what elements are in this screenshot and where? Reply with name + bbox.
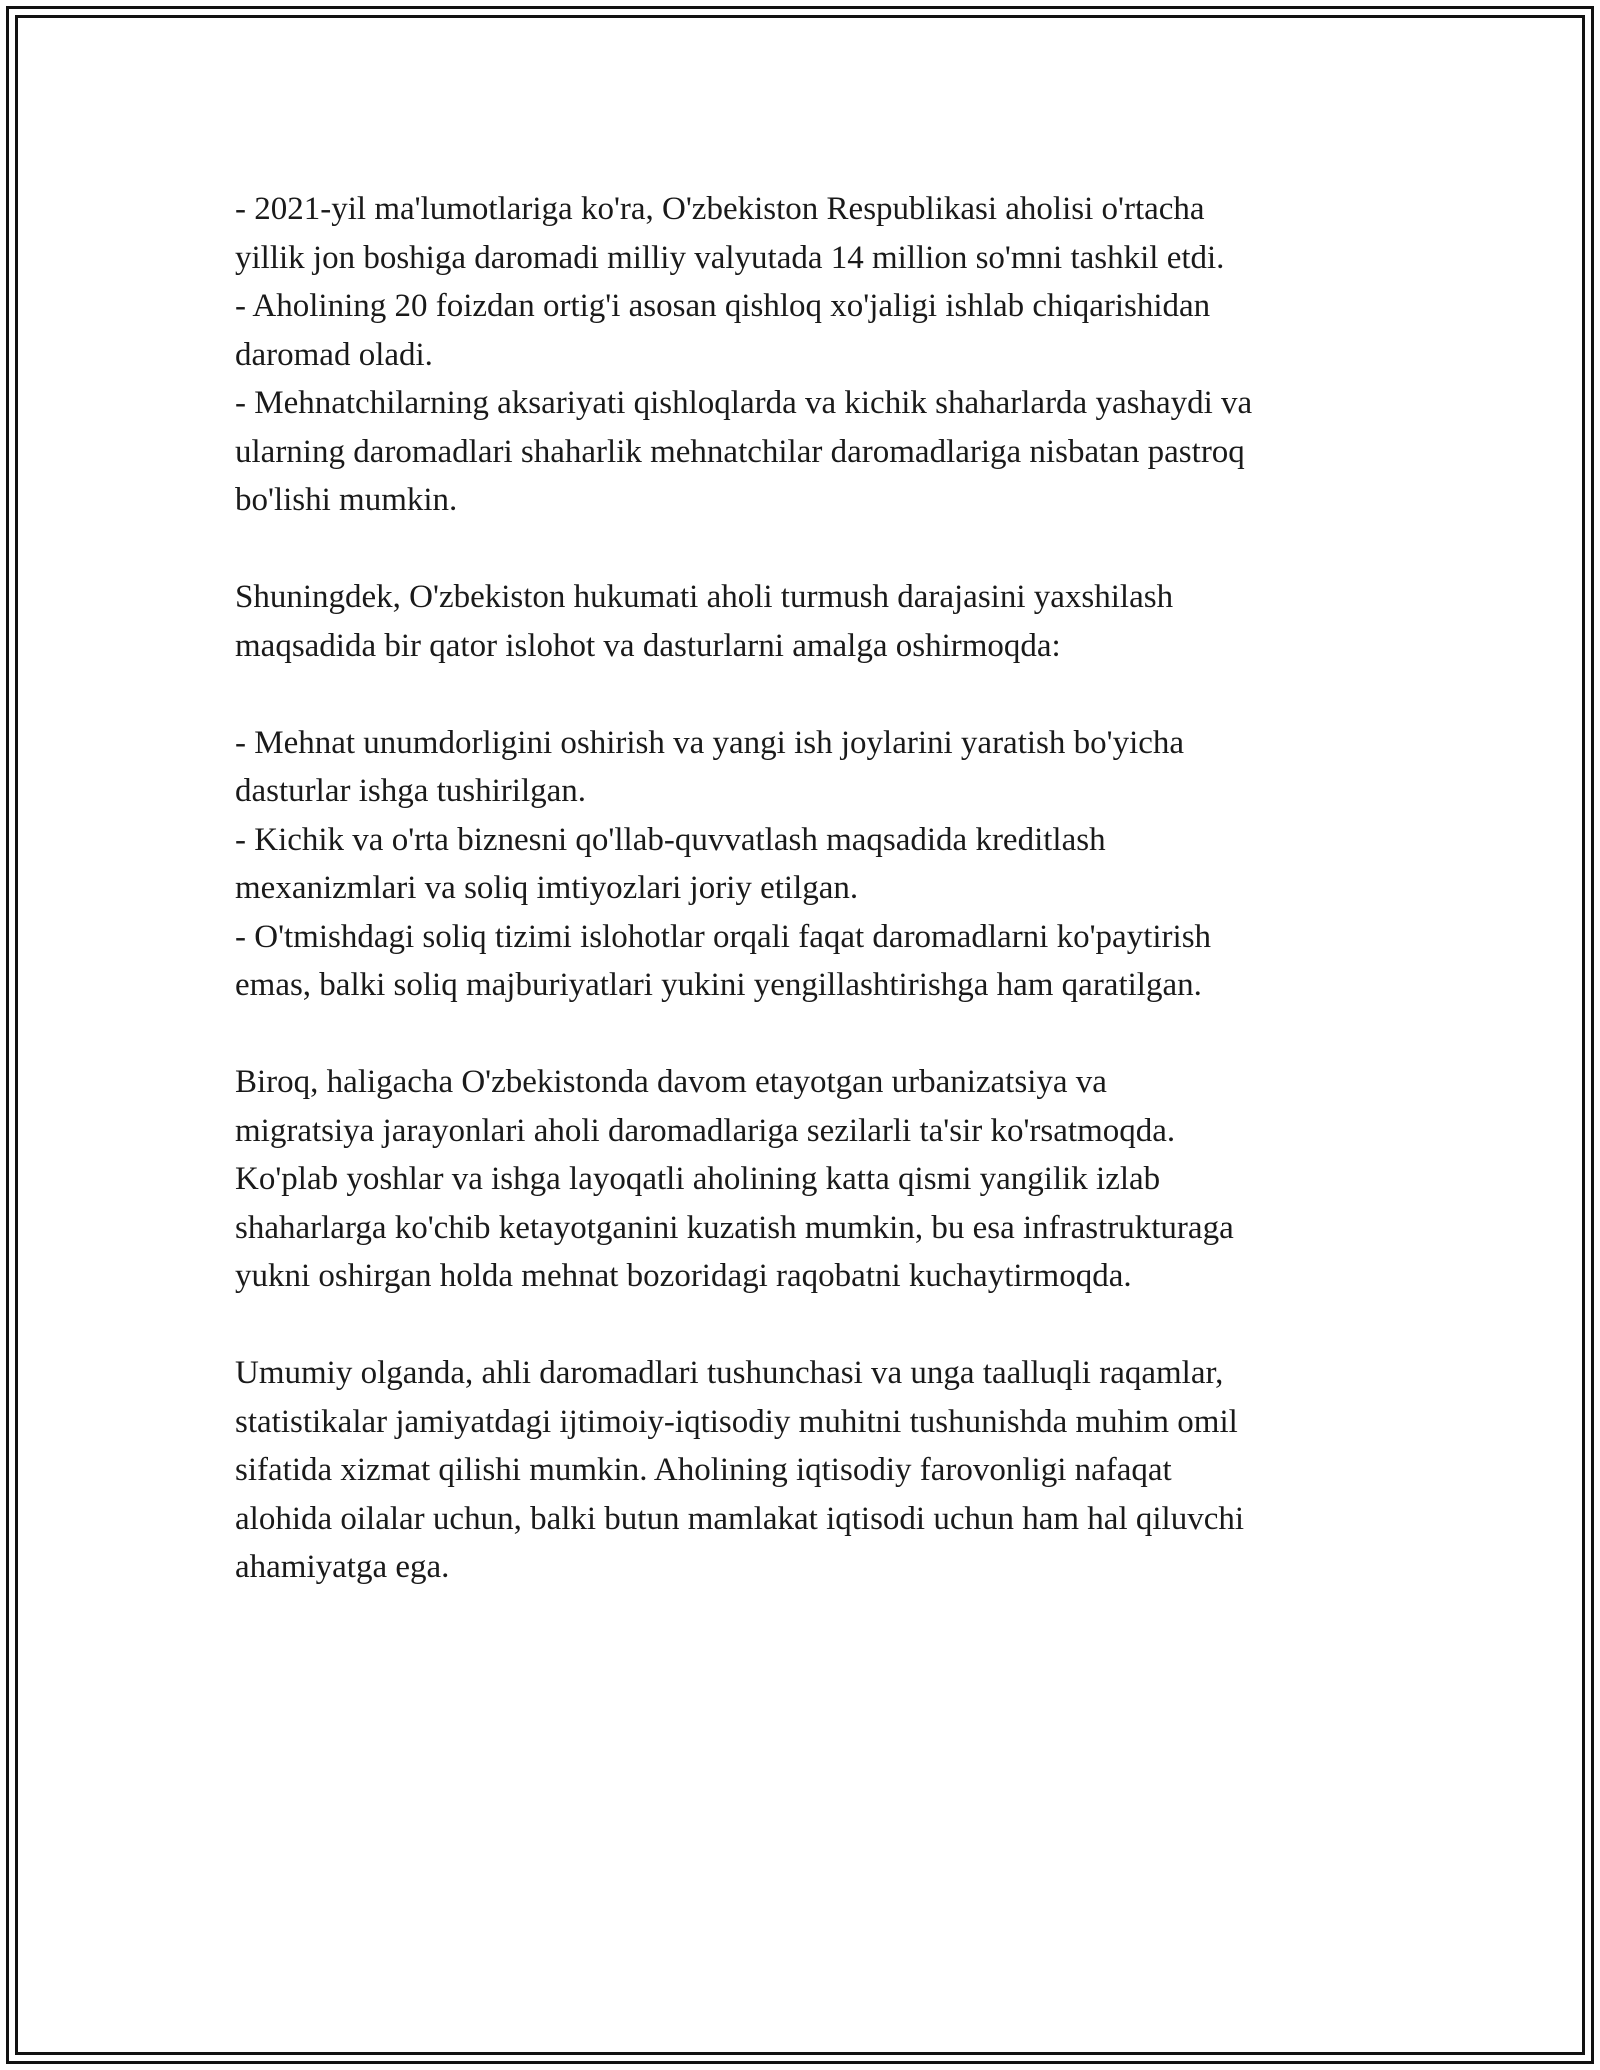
text-line: daromad oladi. xyxy=(235,336,433,373)
text-line: - Kichik va o'rta biznesni qo'llab-quvvatlash maqsadida kreditlash xyxy=(235,821,1106,858)
text-line: ahamiyatga ega. xyxy=(235,1549,450,1585)
text-line: sifatida xizmat qilishi mumkin. Aholining iqtisodiy farovonligi nafaqat xyxy=(235,1452,1172,1488)
text-line: maqsadida bir qator islohot va dasturlarni amalga oshirmoqda: xyxy=(235,627,1061,664)
text-line: bo'lishi mumkin. xyxy=(235,482,458,518)
text-line: - O'tmishdagi soliq tizimi islohotlar orqali faqat daromadlarni ko'paytirish xyxy=(235,918,1212,955)
text-line: mexanizmlari va soliq imtiyozlari joriy etilgan. xyxy=(235,870,859,906)
text-line: Shuningdek, O'zbekiston hukumati aholi turmush darajasini yaxshilash xyxy=(235,579,1174,615)
text-line: - Aholining 20 foizdan ortig'i asosan qishloq xo'jaligi ishlab chiqarishidan xyxy=(235,288,1211,324)
document-body xyxy=(235,185,1385,1592)
text-line: shaharlarga ko'chib ketayotganini kuzatish mumkin, bu esa infrastrukturaga xyxy=(235,1209,1234,1246)
text-line: - Mehnatchilarning aksariyati qishloqlarda va kichik shaharlarda yashaydi va xyxy=(235,385,1253,421)
paragraph-government-reforms xyxy=(235,573,1385,670)
text-line: yillik jon boshiga daromadi milliy valyutada 14 million so'mni tashkil etdi. xyxy=(235,239,1225,276)
text-line: Ko'plab yoshlar va ishga layoqatli aholining katta qismi yangilik izlab xyxy=(235,1161,1161,1197)
text-line: - 2021-yil ma'lumotlariga ko'ra, O'zbekiston Respublikasi aholisi o'rtacha xyxy=(235,191,1205,227)
text-line: Umumiy olganda, ahli daromadlari tushunchasi va unga taalluqli raqamlar, xyxy=(235,1355,1224,1391)
paragraph-income-facts xyxy=(235,185,1385,525)
text-line: dasturlar ishga tushirilgan. xyxy=(235,773,587,809)
text-line: statistikalar jamiyatdagi ijtimoiy-iqtisodiy muhitni tushunishda muhim omil xyxy=(235,1403,1238,1440)
text-line: Biroq, haligacha O'zbekistonda davom etayotgan urbanizatsiya va xyxy=(235,1064,1107,1100)
text-line: alohida oilalar uchun, balki butun mamlakat iqtisodi uchun ham hal qiluvchi xyxy=(235,1500,1245,1537)
text-line: emas, balki soliq majburiyatlari yukini yengillashtirishga ham qaratilgan. xyxy=(235,967,1202,1003)
text-line: yukni oshirgan holda mehnat bozoridagi raqobatni kuchaytirmoqda. xyxy=(235,1258,1132,1294)
paragraph-urbanization xyxy=(235,1058,1385,1301)
paragraph-reform-list xyxy=(235,719,1385,1010)
paragraph-conclusion xyxy=(235,1349,1385,1592)
text-line: - Mehnat unumdorligini oshirish va yangi ish joylarini yaratish bo'yicha xyxy=(235,724,1185,761)
text-line: migratsiya jarayonlari aholi daromadlariga sezilarli ta'sir ko'rsatmoqda. xyxy=(235,1112,1176,1149)
text-line: ularning daromadlari shaharlik mehnatchilar daromadlariga nisbatan pastroq xyxy=(235,433,1245,470)
